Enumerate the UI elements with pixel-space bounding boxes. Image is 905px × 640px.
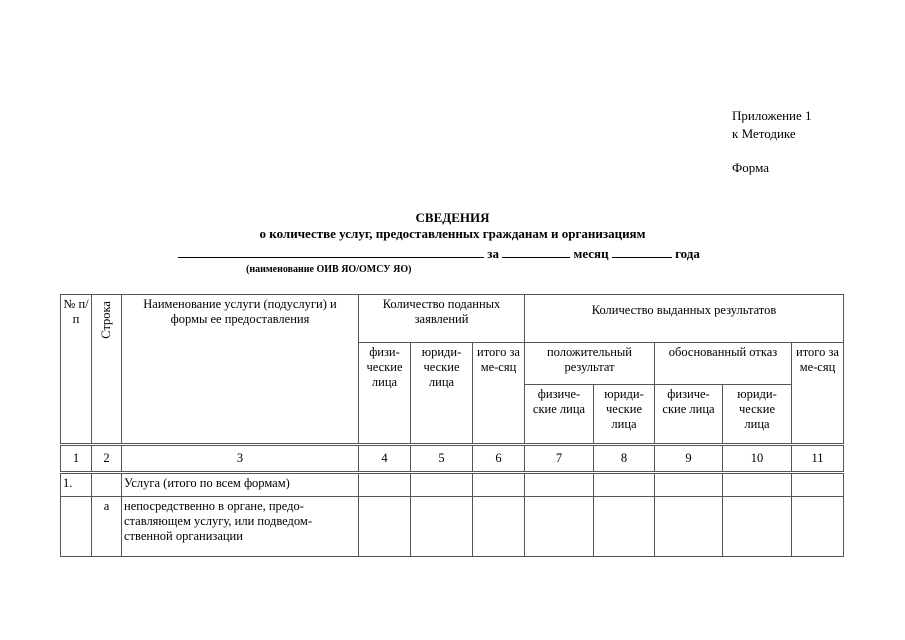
value-cell[interactable] [594,497,655,557]
value-cell[interactable] [723,473,792,497]
value-cell[interactable] [473,497,525,557]
header-app-individuals: физи-ческие лица [359,343,411,445]
col-number: 5 [411,445,473,473]
header-row [92,295,122,445]
header-num: № п/п [61,295,92,445]
table-row [61,497,844,557]
value-cell[interactable] [411,473,473,497]
header-pos-legal: юриди-ческие лица [594,385,655,445]
value-cell[interactable] [359,497,411,557]
col-number: 3 [122,445,359,473]
report-table [60,294,844,557]
col-number: 2 [92,445,122,473]
header-positive: положительный результат [525,343,655,385]
month-blank[interactable] [502,245,570,258]
year-blank[interactable] [612,245,672,258]
col-number: 11 [792,445,844,473]
document-title [0,210,905,242]
title-main: СВЕДЕНИЯ [415,210,490,225]
value-cell[interactable] [594,473,655,497]
org-name-blank[interactable] [178,245,484,258]
value-cell[interactable] [525,473,594,497]
value-cell[interactable] [359,473,411,497]
value-cell[interactable] [411,497,473,557]
year-label: года [675,246,700,261]
value-cell[interactable] [723,497,792,557]
appendix-note [732,107,812,177]
appendix-line2: к Методике [732,126,796,141]
value-cell[interactable] [792,473,844,497]
col-number: 8 [594,445,655,473]
header-results: Количество выданных результатов [525,295,844,343]
value-cell[interactable] [655,473,723,497]
row-service: Услуга (итого по всем формам) [122,473,359,497]
form-label: Форма [732,160,769,175]
row-letter: а [92,497,122,557]
row-num [61,497,92,557]
header-app-legal: юриди-ческие лица [411,343,473,445]
header-ref-individuals: физиче-ские лица [655,385,723,445]
header-row-text: Строка [99,301,113,339]
value-cell[interactable] [525,497,594,557]
table-row [61,473,844,497]
title-period-line [178,245,700,262]
za-label: за [487,246,499,261]
col-number: 1 [61,445,92,473]
col-number: 4 [359,445,411,473]
row-letter [92,473,122,497]
col-number: 6 [473,445,525,473]
value-cell[interactable] [792,497,844,557]
value-cell[interactable] [655,497,723,557]
col-number: 10 [723,445,792,473]
header-ref-legal: юриди-ческие лица [723,385,792,445]
org-name-caption: (наименование ОИВ ЯО/ОМСУ ЯО) [246,264,412,275]
header-app-total: итого за ме-сяц [473,343,525,445]
header-service: Наименование услуги (подуслуги) и формы ее предоставления [122,295,359,445]
col-number: 7 [525,445,594,473]
title-subtitle: о количестве услуг, предоставленных гражданам и организациям [259,226,646,241]
row-service: непосредственно в органе, предо-ставляющем услугу, или подведом-ственной организации [122,497,359,557]
header-refusal: обоснованный отказ [655,343,792,385]
header-res-total: итого за ме-сяц [792,343,844,445]
value-cell[interactable] [473,473,525,497]
header-applications: Количество поданных заявлений [359,295,525,343]
col-number: 9 [655,445,723,473]
header-pos-individuals: физиче-ские лица [525,385,594,445]
appendix-line1: Приложение 1 [732,108,812,123]
month-label: месяц [573,246,609,261]
row-num: 1. [61,473,92,497]
